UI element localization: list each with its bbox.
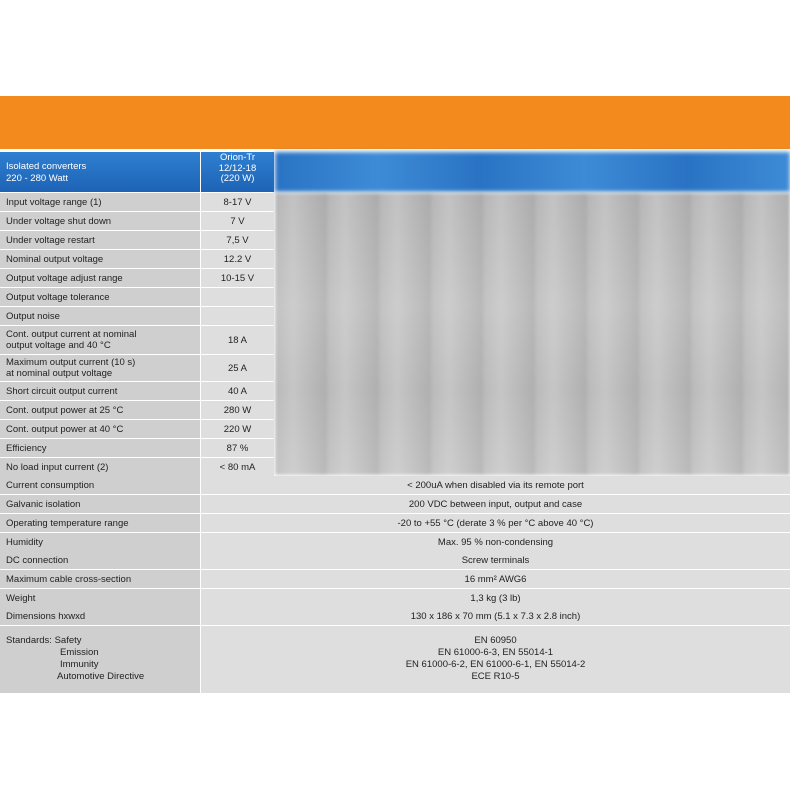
row-value: 280 W [201, 401, 274, 419]
row-value: Screw terminals [201, 551, 790, 569]
row-label: No load input current (2) [0, 458, 200, 476]
row-label: Under voltage shut down [0, 212, 200, 230]
row-label [0, 326, 200, 354]
row-value: 16 mm² AWG6 [201, 570, 790, 588]
row-value: 10-15 V [201, 269, 274, 287]
row-label-line2: at nominal output voltage [6, 368, 113, 379]
row-label: Output noise [0, 307, 200, 325]
row-value: 25 A [201, 355, 274, 381]
header-title-line1: Isolated converters [6, 161, 87, 172]
standards-value-emission: EN 61000-6-3, EN 55014-1 [437, 647, 554, 658]
standards-values [201, 626, 790, 693]
row-value: 40 A [201, 382, 274, 400]
standards-label-automotive: Automotive Directive [57, 671, 145, 682]
row-value: 1,3 kg (3 lb) [201, 589, 790, 607]
standards-labels [0, 626, 200, 693]
row-label-line1: Cont. output current at nominal [6, 329, 137, 340]
orange-banner [0, 96, 790, 149]
row-value: 12.2 V [201, 250, 274, 268]
row-label: Efficiency [0, 439, 200, 457]
row-label: Output voltage adjust range [0, 269, 200, 287]
row-label: Operating temperature range [0, 514, 200, 532]
standards-label-immunity: Immunity [60, 659, 99, 670]
row-label: Maximum cable cross-section [0, 570, 200, 588]
row-value: 18 A [201, 326, 274, 354]
blurred-header-columns [275, 152, 790, 192]
model-name-line3: (220 W) [220, 173, 255, 184]
standards-label-safety: Standards: Safety [6, 635, 82, 646]
standards-value-immunity: EN 61000-6-2, EN 61000-6-1, EN 55014-2 [405, 659, 586, 670]
standards-value-automotive: ECE R10-5 [471, 671, 520, 682]
row-label: Cont. output power at 40 °C [0, 420, 200, 438]
row-value: 220 W [201, 420, 274, 438]
row-label-line2: output voltage and 40 °C [6, 340, 111, 351]
row-label: Nominal output voltage [0, 250, 200, 268]
row-label: Input voltage range (1) [0, 193, 200, 211]
row-label: DC connection [0, 551, 200, 569]
header-title-line2: 220 - 280 Watt [6, 173, 68, 184]
table-header-title [0, 152, 200, 192]
row-label [0, 355, 200, 381]
row-label: Dimensions hxwxd [0, 607, 200, 625]
row-value: < 80 mA [201, 458, 274, 476]
row-value: Max. 95 % non-condensing [201, 533, 790, 551]
row-label: Galvanic isolation [0, 495, 200, 513]
row-value: 87 % [201, 439, 274, 457]
model-name-line2: 12/12-18 [218, 162, 257, 174]
row-value: 7 V [201, 212, 274, 230]
blurred-model-columns [275, 193, 790, 475]
standards-value-safety: EN 60950 [474, 635, 517, 646]
row-label: Current consumption [0, 476, 200, 494]
row-label-line1: Maximum output current (10 s) [6, 357, 136, 368]
row-label: Cont. output power at 25 °C [0, 401, 200, 419]
row-label: Output voltage tolerance [0, 288, 200, 306]
row-value: < 200uA when disabled via its remote port [201, 476, 790, 494]
row-label: Under voltage restart [0, 231, 200, 249]
row-label: Humidity [0, 533, 200, 551]
standards-row [0, 626, 790, 693]
row-value: 130 x 186 x 70 mm (5.1 x 7.3 x 2.8 inch) [201, 607, 790, 625]
row-value: 200 VDC between input, output and case [201, 495, 790, 513]
table-header-model [201, 152, 274, 192]
standards-label-emission: Emission [60, 647, 99, 658]
model-name-line1: Orion-Tr [219, 152, 255, 163]
row-value: -20 to +55 °C (derate 3 % per °C above 40 °C) [201, 514, 790, 532]
row-value [201, 307, 274, 325]
row-value [201, 288, 274, 306]
row-value: 8-17 V [201, 193, 274, 211]
row-label: Weight [0, 589, 200, 607]
row-label: Short circuit output current [0, 382, 200, 400]
row-value: 7,5 V [201, 231, 274, 249]
